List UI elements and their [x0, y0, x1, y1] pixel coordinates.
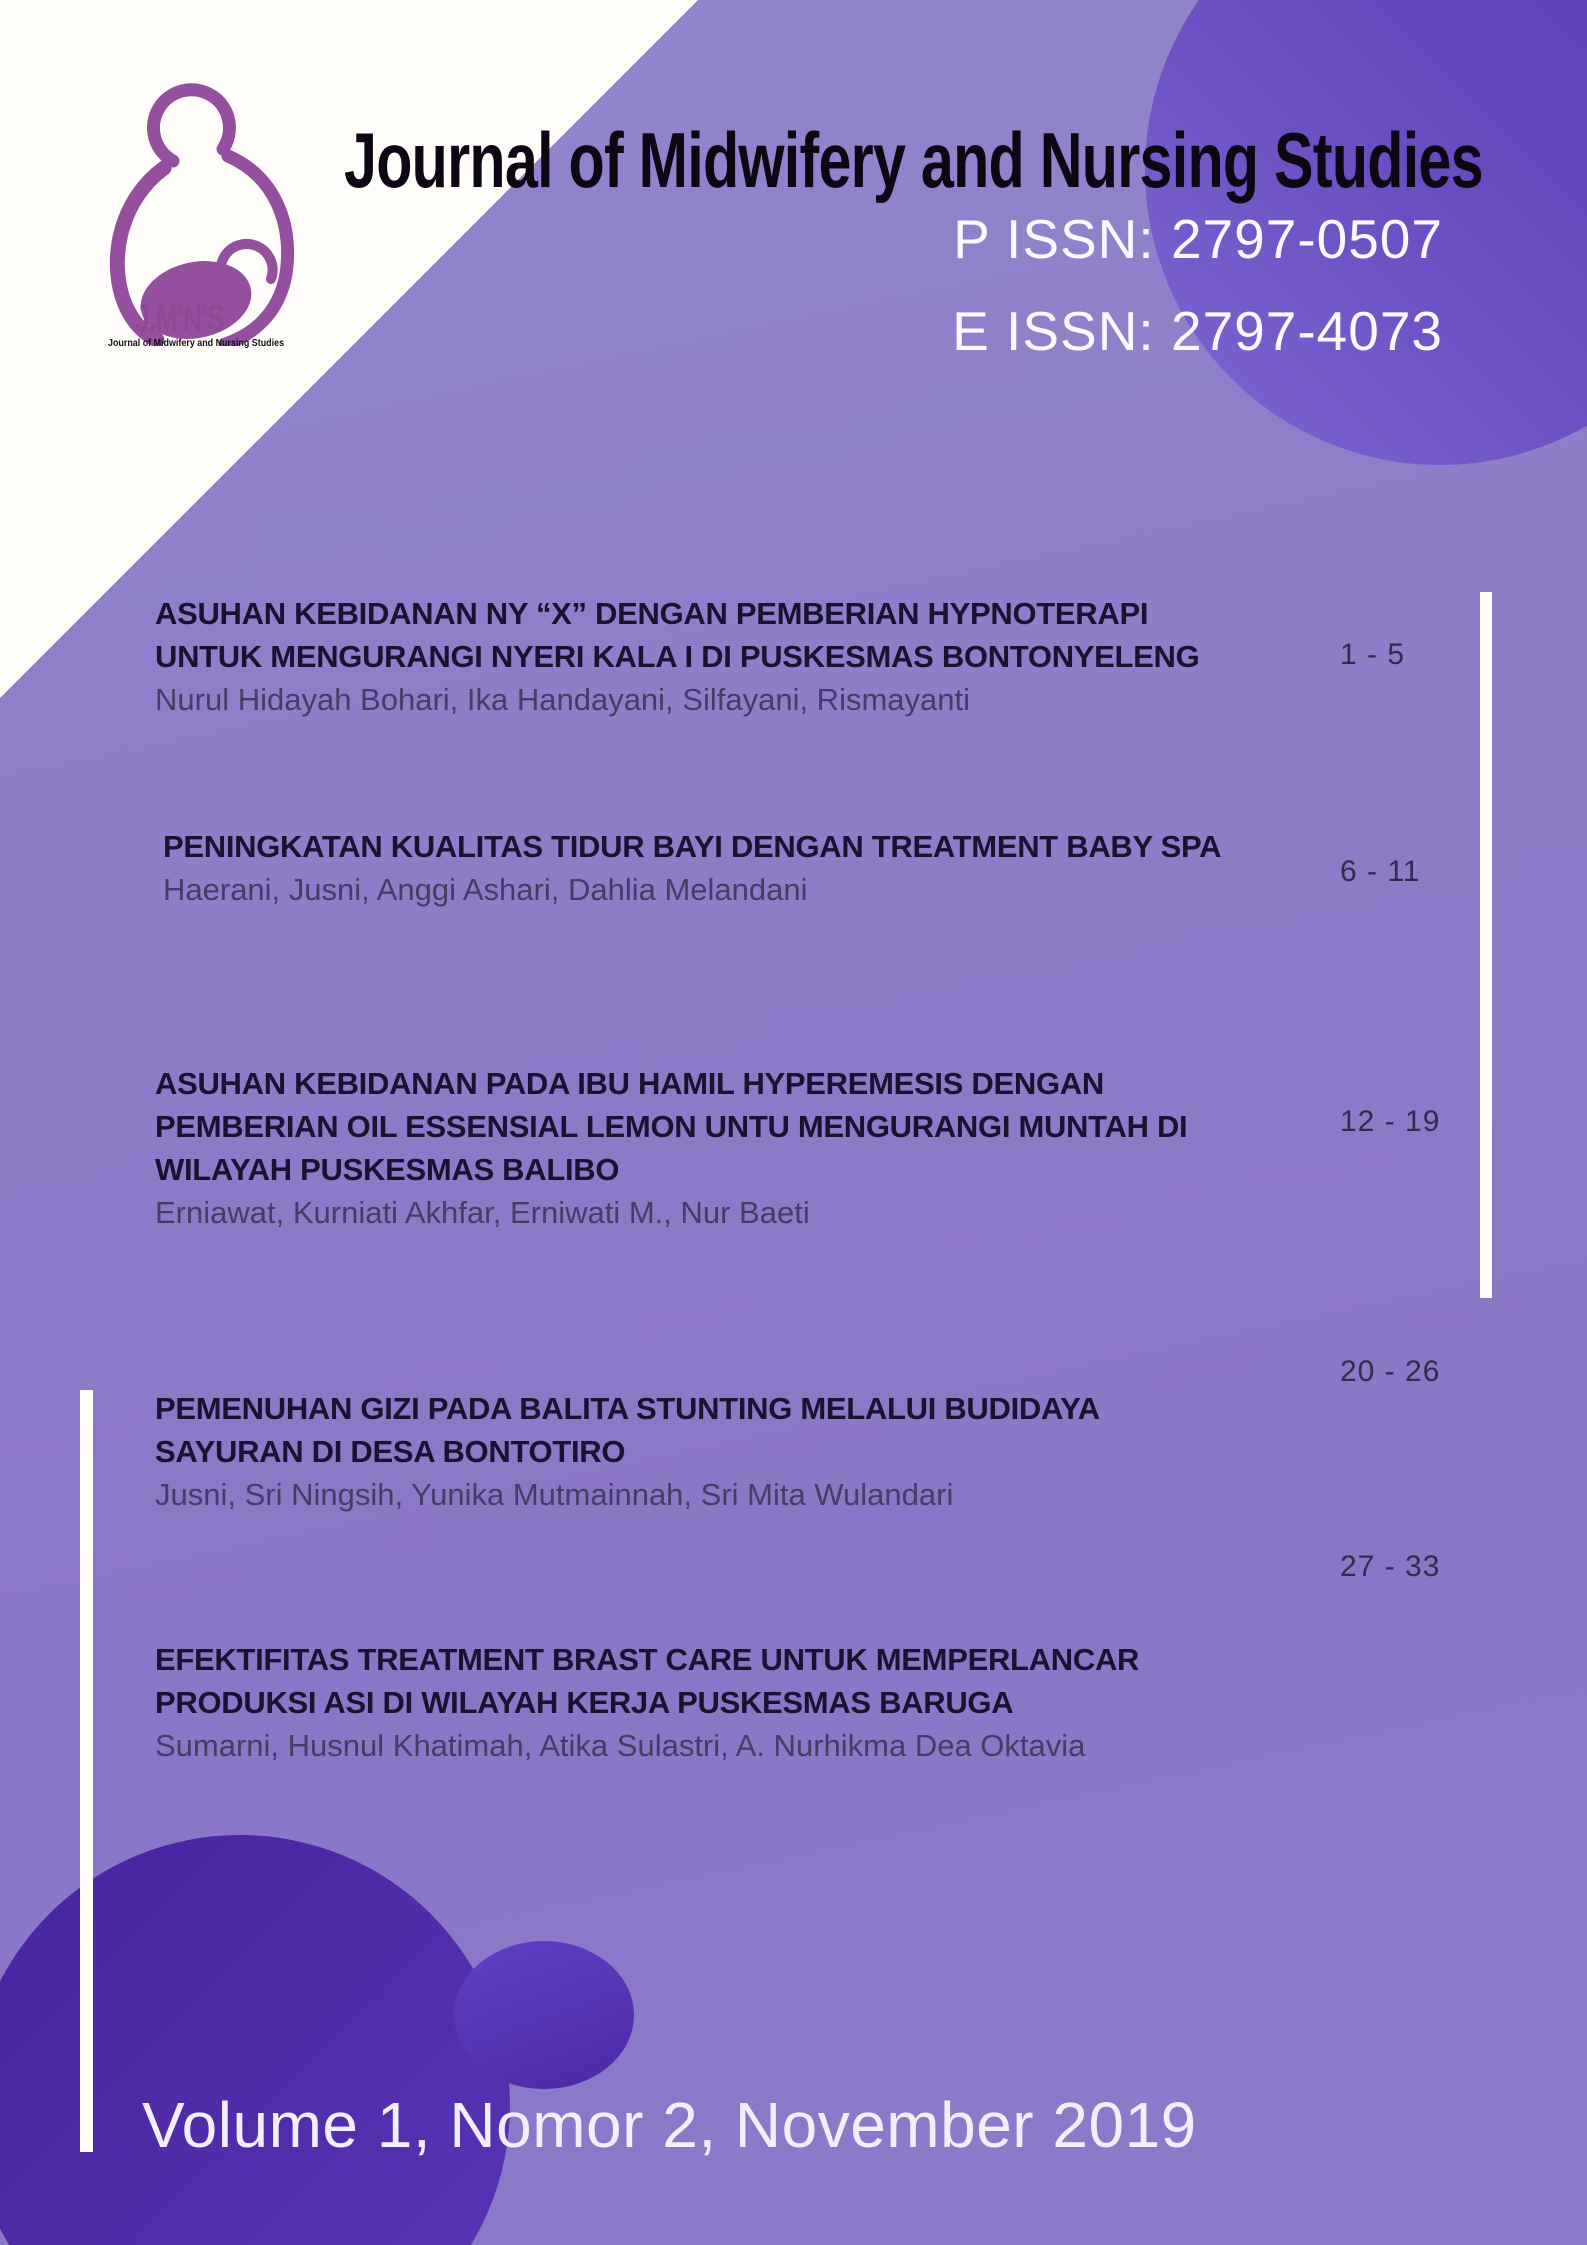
article-authors: Nurul Hidayah Bohari, Ika Handayani, Silfayani, Rismayanti [155, 682, 971, 717]
page-range-4: 20 - 26 [1340, 1355, 1441, 1388]
page-range-2: 6 - 11 [1340, 855, 1421, 888]
article-title-line: UNTUK MENGURANGI NYERI KALA I DI PUSKESMAS BONTONYELENG [155, 639, 1200, 674]
article-title-line: ASUHAN KEBIDANAN NY “X” DENGAN PEMBERIAN HYPNOTERAPI [155, 596, 1149, 631]
article-authors: Jusni, Sri Ningsih, Yunika Mutmainnah, Sri Mita Wulandari [155, 1477, 954, 1512]
article-title-line: PENINGKATAN KUALITAS TIDUR BAYI DENGAN TREATMENT BABY SPA [163, 829, 1222, 864]
toc-entry-3 [155, 1062, 1187, 1234]
page-title: Journal of Midwifery and Nursing Studies [344, 116, 1483, 204]
decorative-circle-bottom-left [0, 1835, 510, 2245]
page-range-5: 27 - 33 [1340, 1550, 1441, 1583]
article-title-line: PEMENUHAN GIZI PADA BALITA STUNTING MELALUI BUDIDAYA [155, 1391, 1100, 1426]
decorative-bar-left [80, 1390, 93, 2152]
print-issn: P ISSN: 2797-0507 [953, 208, 1443, 270]
article-title-line: ASUHAN KEBIDANAN PADA IBU HAMIL HYPEREMESIS DENGAN [155, 1066, 1104, 1101]
decorative-circle-small [454, 1941, 634, 2089]
article-authors: Haerani, Jusni, Anggi Ashari, Dahlia Melandani [163, 872, 808, 907]
article-authors: Erniawat, Kurniati Akhfar, Erniwati M., Nur Baeti [155, 1195, 810, 1230]
page-range-1: 1 - 5 [1340, 638, 1406, 671]
toc-entry-5 [155, 1638, 1139, 1767]
electronic-issn: E ISSN: 2797-4073 [952, 300, 1443, 362]
article-title-line: PEMBERIAN OIL ESSENSIAL LEMON UNTU MENGURANGI MUNTAH DI [155, 1109, 1188, 1144]
toc-entry-1 [155, 592, 1199, 721]
decorative-bar-right [1480, 592, 1492, 1298]
toc-entry-2 [163, 825, 1221, 911]
article-authors: Sumarni, Husnul Khatimah, Atika Sulastri, A. Nurhikma Dea Oktavia [155, 1728, 1086, 1763]
logo-acronym: J.M'N'S [135, 298, 225, 340]
article-title-line: SAYURAN DI DESA BONTOTIRO [155, 1434, 626, 1469]
logo-subtitle: Journal of Midwifery and Nursing Studies [108, 337, 285, 349]
article-title-line: EFEKTIFITAS TREATMENT BRAST CARE UNTUK MEMPERLANCAR [155, 1642, 1140, 1677]
article-title-line: PRODUKSI ASI DI WILAYAH KERJA PUSKESMAS BARUGA [155, 1685, 1014, 1720]
article-title-line: WILAYAH PUSKESMAS BALIBO [155, 1152, 620, 1187]
page-range-3: 12 - 19 [1340, 1105, 1441, 1138]
toc-entry-4 [155, 1387, 1100, 1516]
volume-edition-label: Volume 1, Nomor 2, November 2019 [142, 2089, 1197, 2161]
